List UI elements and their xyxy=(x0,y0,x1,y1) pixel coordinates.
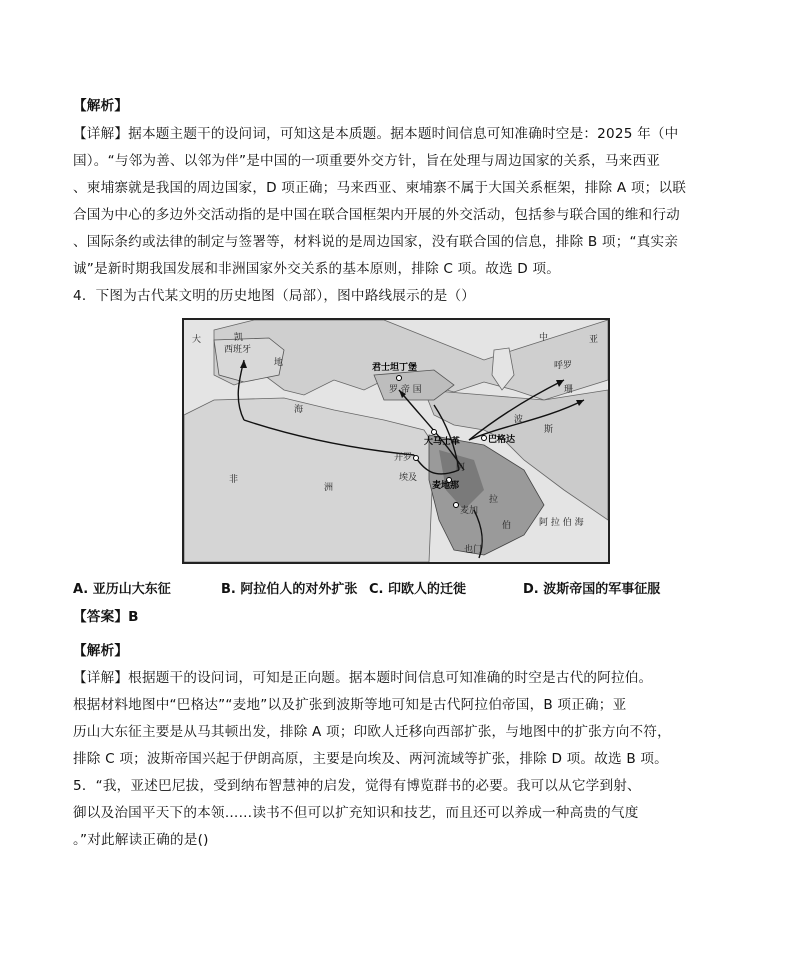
city-dot-baghdad xyxy=(482,436,487,441)
q4-answer: 【答案】B xyxy=(73,609,139,625)
label-constantinople: 君士坦丁堡 xyxy=(372,363,418,373)
city-dot-cairo xyxy=(414,456,419,461)
label-medina: 麦地那 xyxy=(432,481,460,491)
label-cairo: 开罗 xyxy=(394,453,413,463)
label-zhou: 洲 xyxy=(324,483,334,493)
q4-detail-line: 历山大东征主要是从马其顿出发，排除 A 项；印欧人迁移向西部扩张，与地图中的扩张方向不符， xyxy=(73,724,671,740)
label-damascus: 大马士革 xyxy=(424,437,461,447)
label-la: 拉 xyxy=(489,495,499,505)
label-hai: 海 xyxy=(294,405,304,415)
q4-detail-line: 根据材料地图中“巴格达”“麦地”以及扩张到波斯等地可知是古代阿拉伯帝国，B 项正确；亚 xyxy=(73,697,627,713)
q5-line: 5．“我，亚述巴尼拔，受到纳布智慧神的启发，觉得有博览群书的必要。我可以从它学到射、 xyxy=(73,778,641,794)
label-ya: 亚 xyxy=(589,335,599,345)
q3-detail-line: 国）。“与邻为善、以邻为伴”是中国的一项重要外交方针，旨在处理与周边国家的关系，马来西亚 xyxy=(73,153,661,169)
label-khorasan: 呼罗 xyxy=(554,361,573,371)
q4-detail-line: 排除 C 项；波斯帝国兴起于伊朗高原，主要是向埃及、两河流域等扩张，排除 D 项。故选 B 项。 xyxy=(73,751,668,767)
label-zhong: 中 xyxy=(539,333,549,343)
label-yemen: 也门 xyxy=(464,545,483,555)
q3-detail-line: 诚”是新时期我国发展和非洲国家外交关系的基本原则，排除 C 项。故选 D 项。 xyxy=(73,261,561,277)
option-b[interactable]: B. 阿拉伯人的对外扩张 xyxy=(221,582,358,597)
label-bo: 波 xyxy=(514,415,524,425)
label-a: 阿 xyxy=(456,463,466,473)
label-da: 大 xyxy=(192,335,202,345)
label-fei: 非 xyxy=(229,475,239,485)
label-kai: 凯 xyxy=(234,333,244,343)
historical-map xyxy=(182,318,610,564)
q4-analysis-heading: 【解析】 xyxy=(73,643,129,659)
label-arabian-sea: 阿 拉 伯 海 xyxy=(539,518,584,528)
q4-detail-line: 【详解】根据题干的设问词，可知是正向题。据本题时间信息可知准确的时空是古代的阿拉伯。 xyxy=(73,670,653,686)
label-baghdad: 巴格达 xyxy=(488,435,516,445)
option-a[interactable]: A. 亚历山大东征 xyxy=(73,582,171,597)
option-c[interactable]: C. 印欧人的迁徙 xyxy=(369,582,467,597)
q3-detail-line: 、国际条约或法律的制定与签署等，材料说的是周边国家，没有联合国的信息，排除 B 项；“真实亲 xyxy=(73,234,679,250)
q5-line: 。”对此解读正确的是() xyxy=(73,832,209,848)
city-dot-constantinople xyxy=(397,376,402,381)
q4-options xyxy=(73,580,723,600)
q3-detail-line: 合国为中心的多边外交活动指的是中国在联合国框架内开展的外交活动，包括参与联合国的维和行动 xyxy=(73,207,680,223)
q4-stem: 4．下图为古代某文明的历史地图（局部），图中路线展示的是（） xyxy=(73,288,476,304)
label-egypt: 埃及 xyxy=(399,473,418,483)
city-dot-mecca xyxy=(454,503,459,508)
label-mecca: 麦加 xyxy=(460,506,479,516)
label-spain: 西班牙 xyxy=(224,345,252,355)
q3-analysis-heading: 【解析】 xyxy=(73,98,129,114)
city-dot-damascus xyxy=(432,430,437,435)
label-shan: 珊 xyxy=(564,385,574,395)
label-si: 斯 xyxy=(544,425,554,435)
label-bo2: 伯 xyxy=(502,521,512,531)
label-rome-empire: 罗 帝 国 xyxy=(389,385,422,395)
q5-line: 御以及治国平天下的本领……读书不但可以扩充知识和技艺，而且还可以养成一种高贵的气度 xyxy=(73,805,639,821)
option-d[interactable]: D. 波斯帝国的军事征服 xyxy=(523,582,661,597)
q3-detail-line: 、柬埔寨就是我国的周边国家，D 项正确；马来西亚、柬埔寨不属于大国关系框架，排除 A 项；以联 xyxy=(73,180,687,196)
map-svg xyxy=(184,320,608,562)
q3-detail-line: 【详解】据本题主题干的设问词，可知这是本质题。据本题时间信息可知准确时空是：2025 年（中 xyxy=(73,126,679,142)
label-di: 地 xyxy=(274,358,284,368)
